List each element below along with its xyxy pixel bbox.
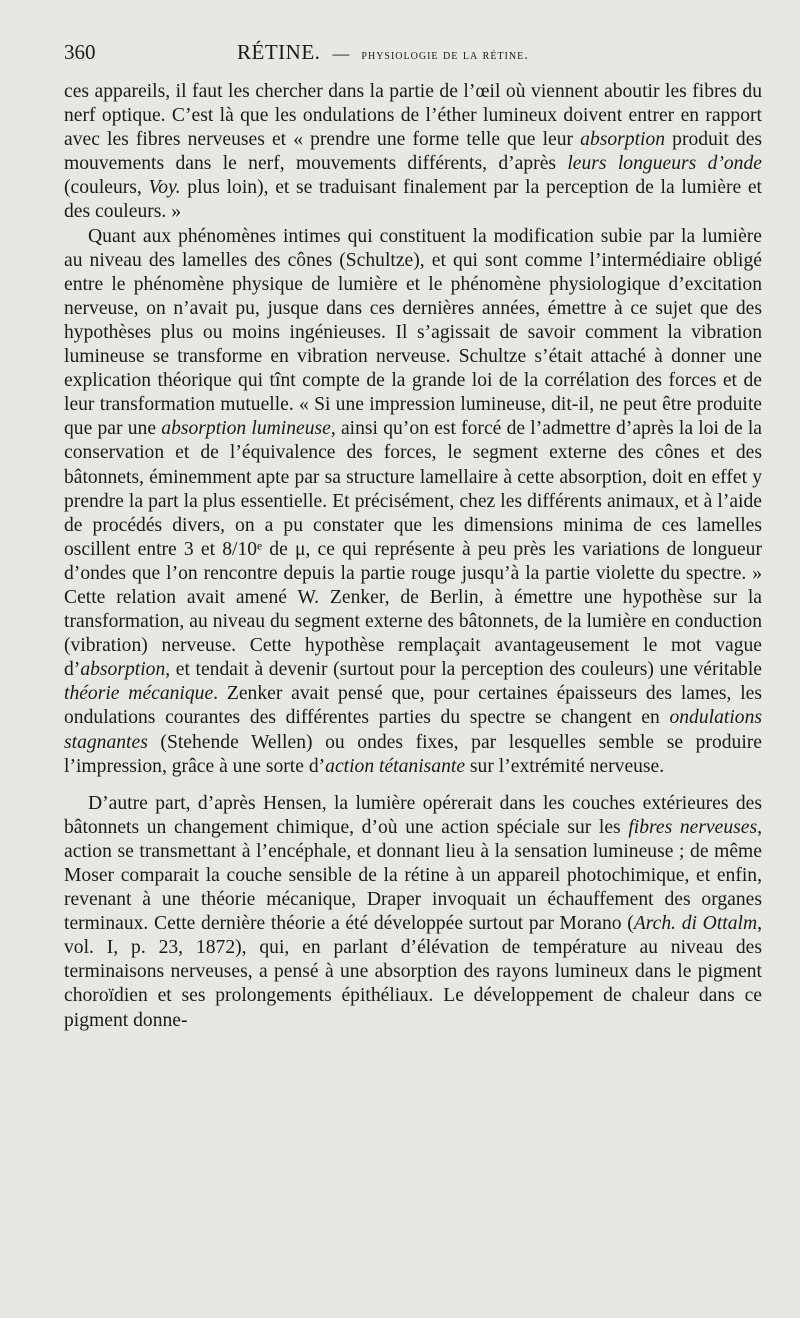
chapter-title: RÉTINE. — [237, 40, 321, 64]
text-run: sur l’extrémité nerveuse. — [465, 755, 665, 777]
italic-text: Voy. — [148, 177, 181, 199]
header-dash: — — [332, 44, 350, 63]
italic-text: absorption — [80, 659, 166, 681]
text-run: produit des mouvements dans le nerf, mouvements différents, d’après — [64, 129, 763, 175]
running-header — [64, 40, 762, 80]
text-run: (couleurs, — [64, 177, 149, 199]
italic-text: fibres nerveuses — [628, 816, 758, 838]
text-run: Quant aux phénomènes intimes qui constituent la modification subie par la lumière au niveau des lamelles des cônes (Schultze), et qui sont comme l’intermédiaire obligé entre le phénomène physique de lumière et le phénomène physiologique d’excitation nerveuse, on n’avait pu, jusque dans ces dernières années, émettre à ce sujet que des hypothèses plus ou moins ingénieuses. Il s’agissait de savoir comment la vibration lumineuse se transforme en vibration nerveuse. Schultze s’était attaché à donner une explication théorique qui tînt compte de la grande loi de la corrélation des forces et de leur transformation mutuelle. « Si une impression lumineuse, dit-il, ne peut être produite que par une — [64, 225, 762, 440]
paragraph — [64, 792, 762, 1033]
italic-text: leurs longueurs d’onde — [567, 153, 762, 175]
text-run: . Zenker avait pensé que, pour certaines épaisseurs des lames, les ondulations courantes des différentes parties du spectre se changent en — [64, 683, 762, 729]
paragraph — [64, 80, 762, 225]
text-run: (Stehende Wellen) ou ondes fixes, par lesquelles semble se produire l’impression, grâce à une sorte d’ — [64, 731, 762, 777]
italic-text: action tétanisante — [325, 755, 466, 777]
italic-text: ondulations stagnantes — [64, 707, 762, 753]
text-run: ces appareils, il faut les chercher dans la partie de l’œil où viennent aboutir les fibres du nerf optique. C’est là que les ondulations de l’éther lumineux doivent entrer en rapport avec les fibres nerveuses et « prendre une forme telle que leur — [64, 81, 762, 151]
body-text — [64, 80, 762, 1033]
page-number: 360 — [64, 40, 96, 64]
italic-text: absorption — [580, 129, 666, 151]
text-run: plus loin), et se traduisant finalement par la perception de la lumière et des couleurs. » — [64, 177, 762, 223]
paragraph — [64, 225, 762, 779]
text-run: , ainsi qu’on est forcé de l’admettre d’après la loi de la conservation et de l’équivalence des forces, le segment externe des cônes et des bâtonnets, éminemment apte par sa structure lamellaire à cette absorption, doit en effet y prendre la part la plus essentielle. Et précisément, chez les différents animaux, et à l’aide de procédés divers, on a pu constater que les dimensions minima de ces lamelles oscillent entre 3 et 8/10ᵉ de μ, ce qui représente à peu près les variations de longueur d’ondes que l’on rencontre depuis la partie rouge jusqu’à la partie violette du spectre. » Cette relation avait amené W. Zenker, de Berlin, à émettre une hypothèse sur la transformation, au niveau du segment externe des bâtonnets, de la lumière en conduction (vibration) nerveuse. Cette hypothèse remplaçait avantageusement le mot vague d’ — [64, 418, 763, 681]
italic-text: Arch. di Ottalm — [633, 913, 758, 935]
italic-text: absorption lumineuse — [161, 418, 331, 440]
text-run: , action se transmettant à l’encéphale, et donnant lieu à la sensation lumineuse ; de même Moser comparait la couche sensible de la rétine à un appareil photochimique, et enfin, revenant à une théorie mécanique, Draper invoquait un échauffement des organes terminaux. Cette dernière théorie a été développée surtout par Morano ( — [64, 816, 763, 935]
text-run: , et tendait à devenir (surtout pour la perception des couleurs) une véritable — [165, 659, 762, 681]
text-run: D’autre part, d’après Hensen, la lumière opérerait dans les couches extérieures des bâtonnets un changement chimique, d’où une action spéciale sur les — [64, 792, 762, 838]
text-run: , vol. I, p. 23, 1872), qui, en parlant d’élévation de température au niveau des terminaisons nerveuses, a pensé à une absorption des rayons lumineux dans le pigment choroïdien et ses prolongements épithéliaux. Le développement de chaleur dans ce pigment donne- — [64, 913, 763, 1031]
italic-text: théorie mécanique — [64, 683, 214, 705]
section-title: physiologie de la rétine. — [361, 48, 529, 63]
